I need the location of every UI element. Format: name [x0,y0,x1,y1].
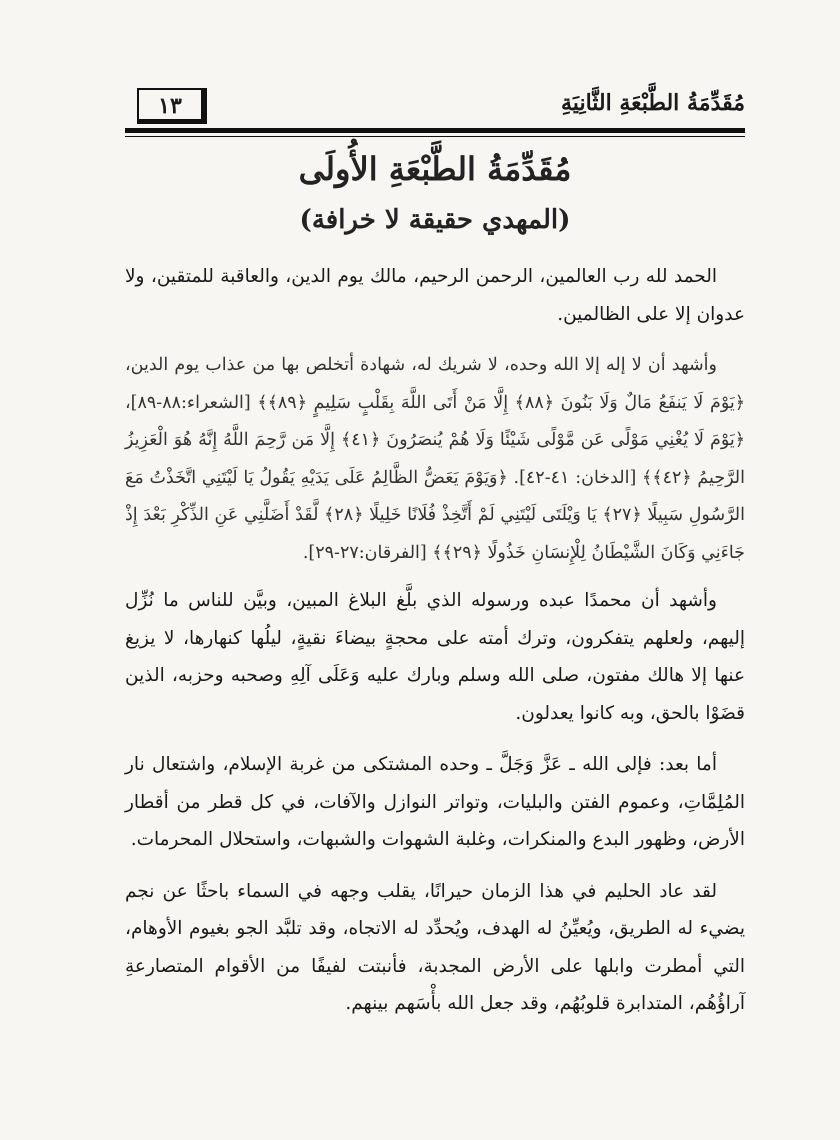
paragraph: الحمد لله رب العالمين، الرحمن الرحيم، مالك يوم الدين، والعاقبة للمتقين، ولا عدوان إلا على الظالمين. [125,266,745,325]
chapter-title: مُقَدِّمَةُ الطَّبْعَةِ الأُولَى [298,150,572,188]
paragraph: وأشهد أن محمدًا عبده ورسوله الذي بلَّغ البلاغ المبين، وبيَّن للناس ما نُزِّل إليهم، ولعلهم يتفكرون، وترك أمته على محجةٍ بيضاءَ نقيةٍ، ليلُها كنهارها، لا يزيغ عنها إلا هالك مفتون، صلى الله وسلم وبارك عليه وَعَلَى آلِهِ وصحبه وحزبه، الذين قضَوْا بالحق، وبه كانوا يعدلون. [125,590,745,724]
paragraph: وأشهد أن لا إله إلا الله وحده، لا شريك له، شهادة أتخلص بها من عذاب يوم الدين، ﴿يَوْمَ لَا يَنفَعُ مَالٌ وَلَا بَنُونَ ﴿٨٨﴾ إِلَّا مَنْ أَتَى اللَّهَ بِقَلْبٍ سَلِيمٍ ﴿٨٩﴾﴾ [الشعراء:٨٨-٨٩]، ﴿يَوْمَ لَا يُغْنِي مَوْلًى عَن مَّوْلًى شَيْئًا وَلَا هُمْ يُنصَرُونَ ﴿٤١﴾ إِلَّا مَن رَّحِمَ اللَّهُ إِنَّهُ هُوَ الْعَزِيزُ الرَّحِيمُ ﴿٤٢﴾﴾ [الدخان: ٤١-٤٢]. ﴿وَيَوْمَ يَعَضُّ الظَّالِمُ عَلَى يَدَيْهِ يَقُولُ يَا لَيْتَنِي اتَّخَذْتُ مَعَ الرَّسُولِ سَبِيلًا ﴿٢٧﴾ يَا وَيْلَتَى لَيْتَنِي لَمْ أَتَّخِذْ فُلَانًا خَلِيلًا ﴿٢٨﴾ لَّقَدْ أَضَلَّنِي عَنِ الذِّكْرِ بَعْدَ إِذْ جَاءَنِي وَكَانَ الشَّيْطَانُ لِلْإِنسَانِ خَذُولًا ﴿٢٩﴾﴾ [الفرقان:٢٧-٢٩]. [125,355,745,563]
chapter-subtitle: (المهدي حقيقة لا خرافة) [299,205,571,235]
page-number: ١٣ [137,88,207,124]
header-rule-thin [125,136,745,137]
page-header [125,88,745,126]
header-rule-thick [125,128,745,133]
running-title: مُقَدِّمَةُ الطَّبْعَةِ الثَّانِيَةِ [561,90,745,116]
paragraph: لقد عاد الحليم في هذا الزمان حيرانًا، يقلب وجهه في السماء باحثًا عن نجم يضيء له الطريق، ويُعيِّنُ له الهدف، ويُحدِّد له الاتجاه، وقد تلبَّد الجو بغيوم الأوهام، التي أمطرت وابلها على الأرض المجدبة، فأنبتت لفيفًا من الأقوام المتصارعةِ آراؤُهُم، المتدابرة قلوبُهُم، وقد جعل الله بأْسَهم بينهم. [125,880,745,1014]
paragraph: أما بعد: فإلى الله ـ عَزَّ وَجَلَّ ـ وحده المشتكى من غربة الإسلام، واشتعال نار المُلِمَّاتِ، وعموم الفتن والبليات، وتواتر النوازل والآفات، في كل قطر من أقطار الأرض، وظهور البدع والمنكرات، وغلبة الشهوات والشبهات، واستحلال المحرمات. [125,754,745,850]
body-text [125,258,745,1037]
